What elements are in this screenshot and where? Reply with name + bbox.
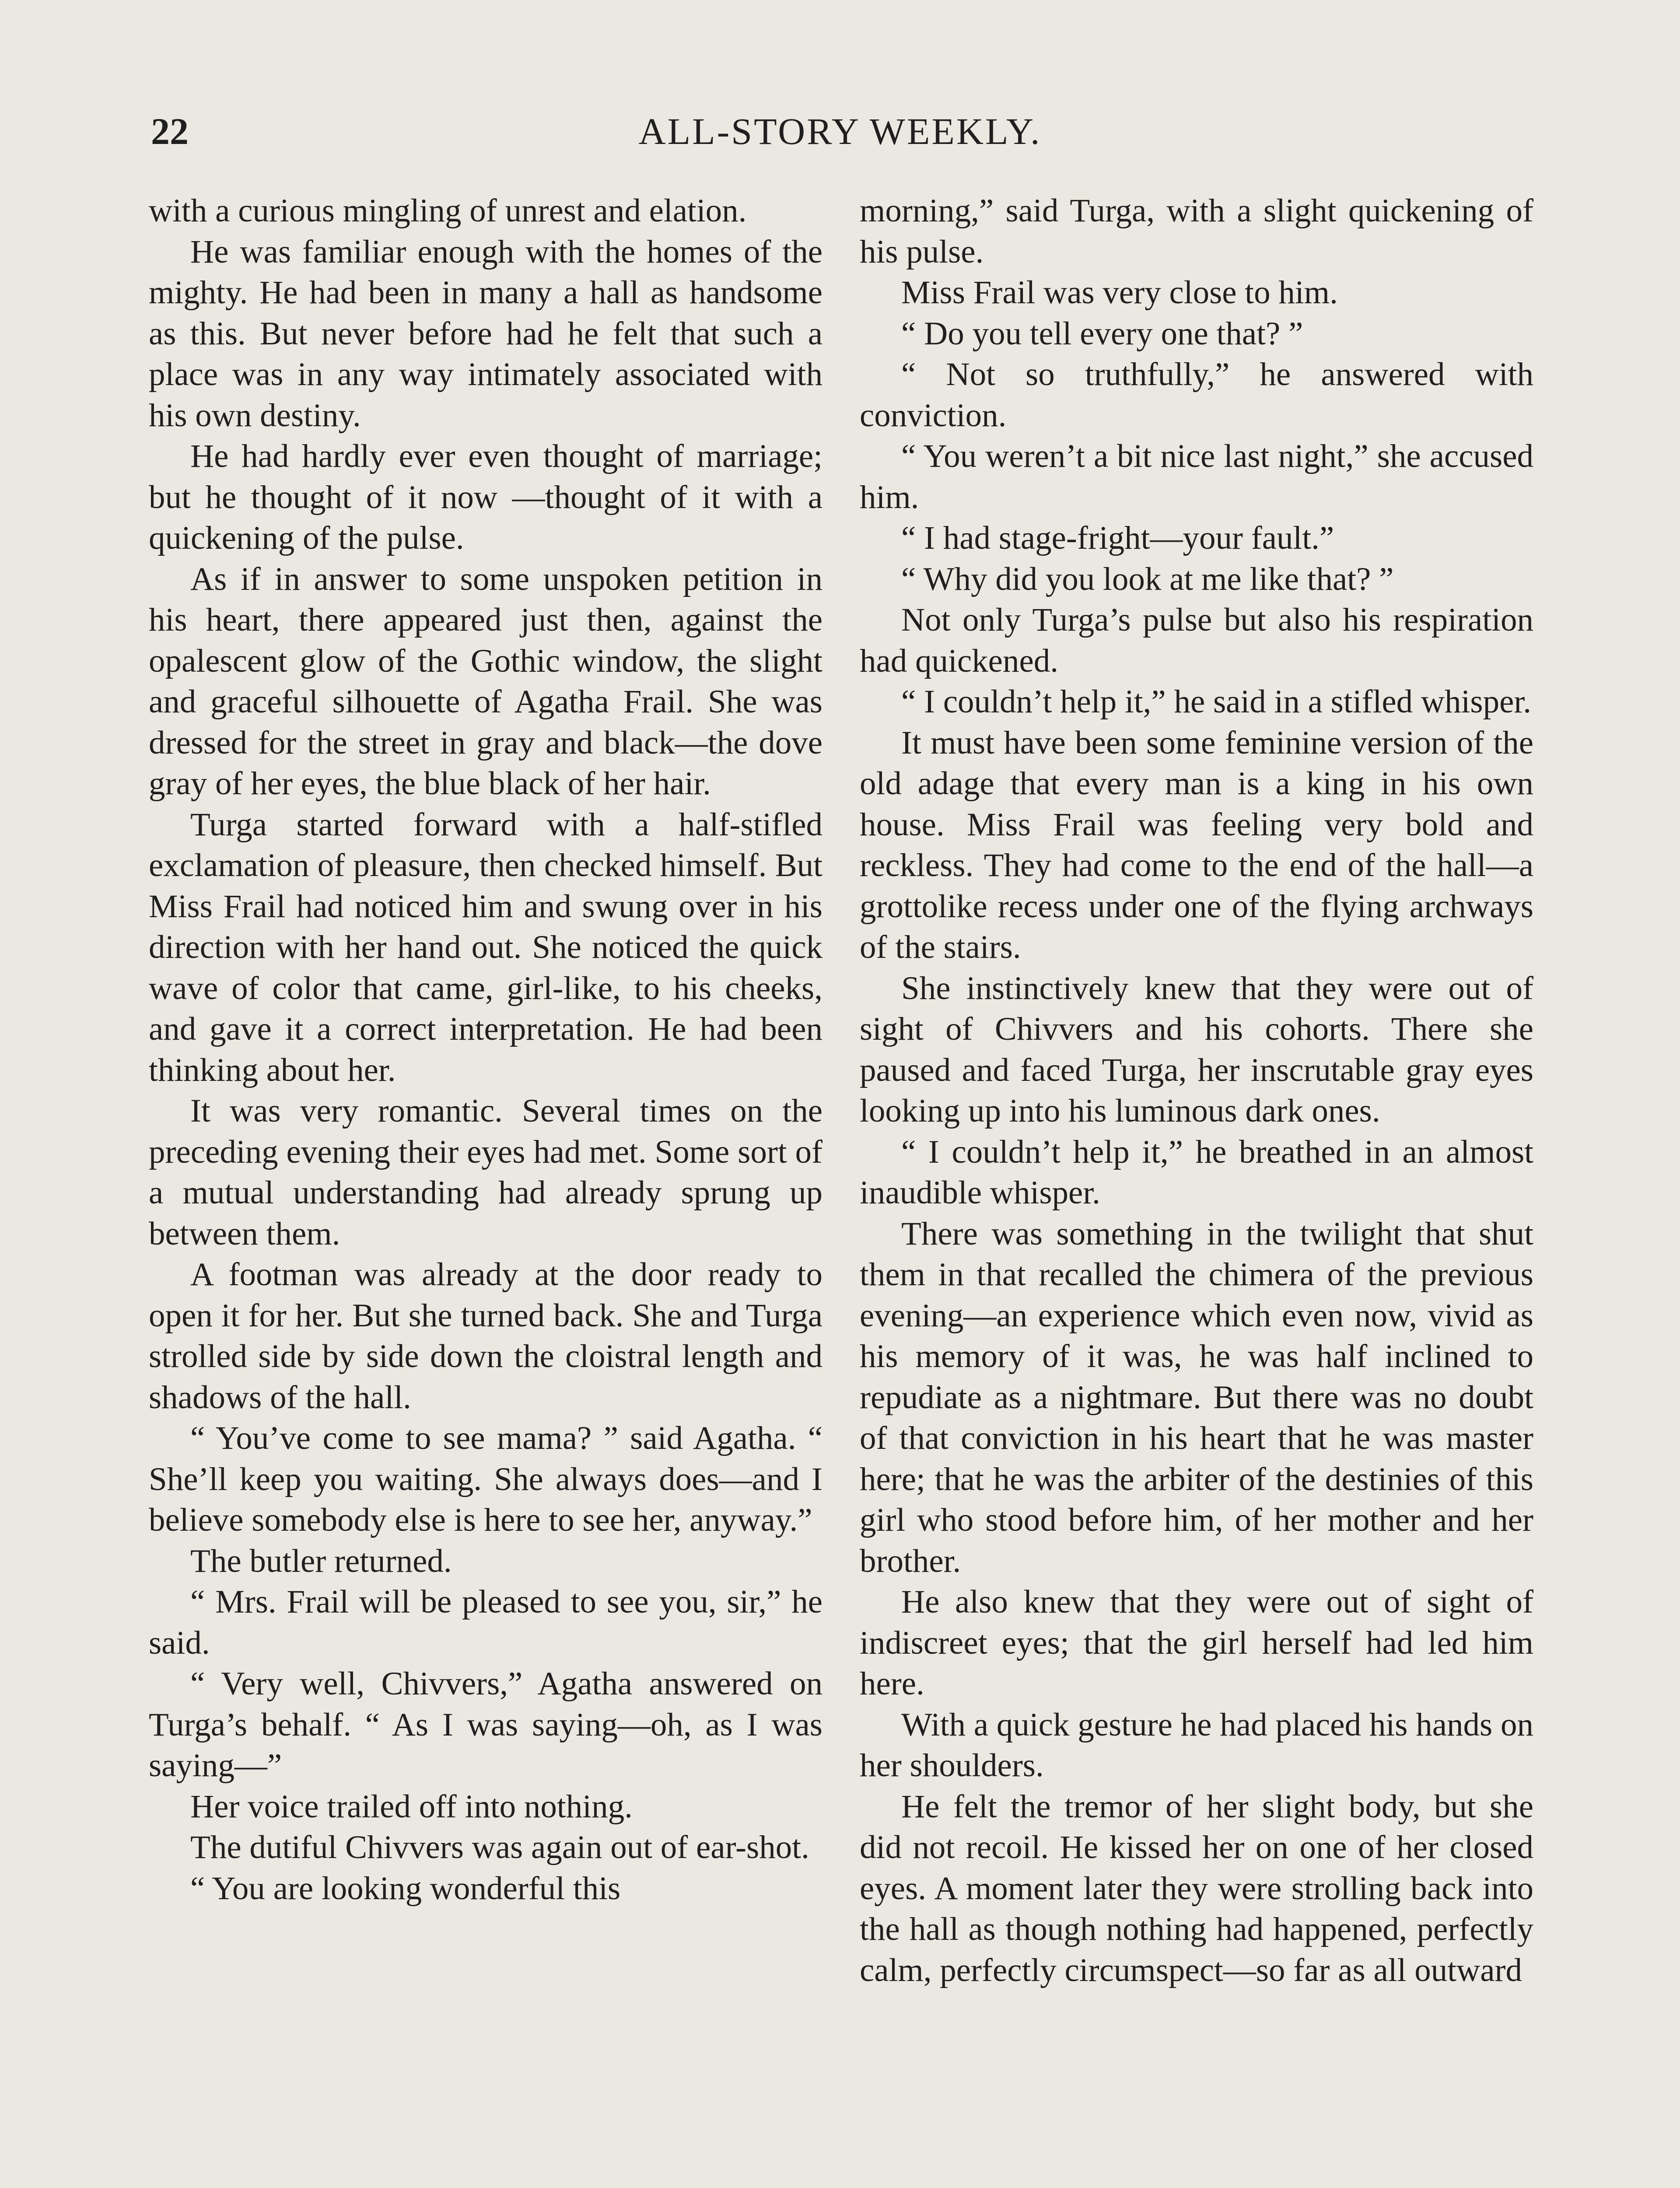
paragraph: “ I couldn’t help it,” he said in a stifled whisper. bbox=[901, 684, 1531, 720]
paragraph: “ Very well, Chivvers,” Agatha answered on Turga’s behalf. “ As I was saying—oh, as I was saying—” bbox=[149, 1666, 822, 1784]
paragraph: It must have been some feminine version of the old adage that every man is a king in his own house. Miss Frail was feeling very bold and reckless. They had come to the end of the hall—a grottolike recess under one of the flying archways of the stairs. bbox=[860, 724, 1533, 965]
paragraph: The dutiful Chivvers was again out of ear-shot. bbox=[190, 1829, 809, 1865]
running-title: ALL-STORY WEEKLY. bbox=[638, 110, 1042, 152]
paragraph: A footman was already at the door ready to open it for her. But she turned back. She and Turga strolled side by side down the cloistral length and shadows of the hall. bbox=[149, 1256, 822, 1416]
paragraph: Her voice trailed off into nothing. bbox=[190, 1788, 633, 1825]
paragraph: “ Mrs. Frail will be pleased to see you, sir,” he said. bbox=[149, 1584, 822, 1661]
paragraph: He felt the tremor of her slight body, but she did not recoil. He kissed her on one of her closed eyes. A moment later they were strolling back into the hall as though nothing had happened, perfectly calm, perfectly circumspect—so far as all outward bbox=[860, 1788, 1533, 1988]
paragraph: Miss Frail was very close to him. bbox=[901, 274, 1338, 311]
paragraph: There was something in the twilight that shut them in that recalled the chimera of the previous evening—an experience which even now, vivid as his memory of it was, he was half inclined to repudiate as a nightmare. But there was no doubt of that conviction in his heart that he was master here; that he was the arbiter of the destinies of this girl who stood before him, of her mother and her brother. bbox=[860, 1215, 1533, 1579]
paragraph: Turga started forward with a half-stifled exclamation of pleasure, then checked himself. But Miss Frail had noticed him and swung over in his direction with her hand out. She noticed the quick wave of color that came, girl-like, to his cheeks, and gave it a correct interpretation. He had been thinking about her. bbox=[149, 806, 822, 1088]
paragraph: “ You’ve come to see mama? ” said Agatha. “ She’ll keep you waiting. She always does—and I believe somebody else is here to see her, anyway.” bbox=[149, 1420, 822, 1538]
paragraph: with a curious mingling of unrest and elation. bbox=[149, 193, 747, 229]
paragraph: He also knew that they were out of sight of indiscreet eyes; that the girl herself had led him here. bbox=[860, 1584, 1533, 1702]
paragraph: He was familiar enough with the homes of the mighty. He had been in many a hall as handsome as this. But never before had he felt that such a place was in any way intimately associated with his own destiny. bbox=[149, 233, 822, 434]
paragraph: “ Do you tell every one that? ” bbox=[901, 315, 1303, 352]
paragraph: “ I couldn’t help it,” he breathed in an almost inaudible whisper. bbox=[860, 1133, 1533, 1211]
paragraph: “ Why did you look at me like that? ” bbox=[901, 561, 1394, 597]
paragraph: morning,” said Turga, with a slight quickening of his pulse. bbox=[860, 193, 1533, 270]
paragraph: With a quick gesture he had placed his hands on her shoulders. bbox=[860, 1706, 1533, 1784]
paragraph: As if in answer to some unspoken petition in his heart, there appeared just then, against the opalescent glow of the Gothic window, the slight and graceful silhouette of Agatha Frail. She was dressed for the street in gray and black—the dove gray of her eyes, the blue black of her hair. bbox=[149, 561, 822, 802]
paragraph: Not only Turga’s pulse but also his respiration had quickened. bbox=[860, 602, 1533, 679]
paragraph: He had hardly ever even thought of marriage; but he thought of it now —thought of it with a quickening of the pulse. bbox=[149, 438, 822, 556]
paragraph: It was very romantic. Several times on the preceding evening their eyes had met. Some sort of a mutual understanding had already sprung up between them. bbox=[149, 1093, 822, 1252]
paragraph: “ I had stage-fright—your fault.” bbox=[901, 520, 1334, 556]
page-number: 22 bbox=[151, 110, 189, 152]
paragraph: “ You weren’t a bit nice last night,” she accused him. bbox=[860, 438, 1533, 515]
paragraph: “ You are looking wonderful this bbox=[190, 1870, 621, 1907]
paragraph: The butler returned. bbox=[190, 1543, 452, 1579]
left-column bbox=[149, 190, 822, 1909]
paragraph: She instinctively knew that they were out of sight of Chivvers and his cohorts. There she paused and faced Turga, her inscrutable gray eyes looking up into his luminous dark ones. bbox=[860, 970, 1533, 1129]
page-header bbox=[151, 109, 1529, 162]
paragraph: “ Not so truthfully,” he answered with conviction. bbox=[860, 356, 1533, 434]
right-column bbox=[860, 190, 1533, 1991]
